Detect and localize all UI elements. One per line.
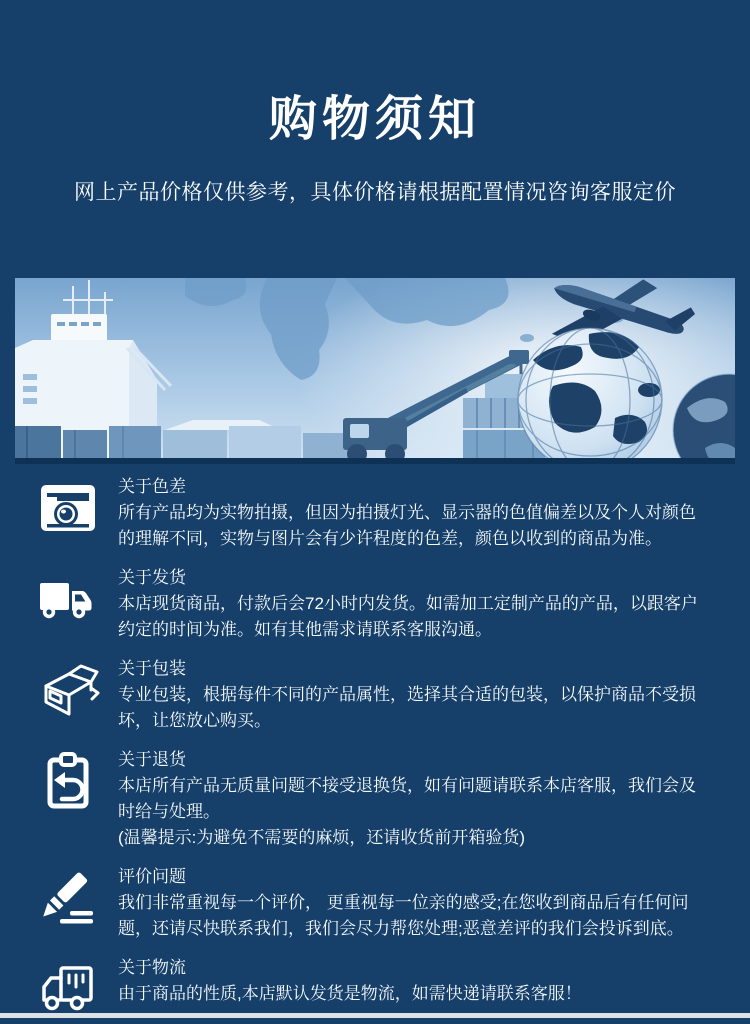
hero-image — [15, 278, 735, 464]
section-packaging — [36, 656, 712, 734]
section-shipping — [36, 565, 712, 643]
package-box-icon — [36, 659, 102, 725]
section-body: 由于商品的性质,本店默认发货是物流，如需快递请联系客服！ — [118, 984, 582, 1003]
section-body: 本店现货商品，付款后会72小时内发货。如需加工定制产品的产品，以跟客户约定的时间为准。如有其他需求请联系客服沟通。 — [118, 594, 698, 639]
section-note: (温馨提示:为避免不需要的麻烦，还请收货前开箱验货) — [118, 828, 526, 847]
section-reviews — [36, 864, 712, 942]
section-body: 所有产品均为实物拍摄，但因为拍摄灯光、显示器的色值偏差以及个人对颜色的理解不同，实物与图片会有少许程度的色差，颜色以收到的商品为准。 — [118, 503, 696, 548]
delivery-truck-icon — [36, 568, 102, 634]
section-color-difference — [36, 474, 712, 552]
section-title: 关于退货 — [118, 750, 186, 769]
page-subtitle: 网上产品价格仅供参考，具体价格请根据配置情况咨询客服定价 — [74, 181, 676, 204]
logistics-illustration — [15, 278, 735, 458]
section-returns — [36, 747, 712, 851]
page-title: 购物须知 — [268, 93, 481, 146]
section-body: 我们非常重视每一个评价， 更重视每一位亲的感受;在您收到商品后有任何问题，还请尽快联系我们，我们会尽力帮您处理;恶意差评的我们会投诉到底。 — [118, 893, 689, 938]
section-body: 专业包装，根据每件不同的产品属性，选择其合适的包装，以保护商品不受损坏，让您放心购买。 — [118, 685, 696, 730]
section-title: 关于发货 — [118, 568, 186, 587]
camera-icon — [36, 477, 102, 543]
section-title: 评价问题 — [118, 867, 186, 886]
section-title: 关于包装 — [118, 659, 186, 678]
clipboard-return-icon — [36, 750, 102, 816]
section-body: 本店所有产品无质量问题不接受退换货，如有问题请联系本店客服，我们会及时给与处理。 — [118, 776, 696, 821]
bottom-strip — [0, 1013, 750, 1018]
pencil-icon — [36, 867, 102, 933]
section-title: 关于物流 — [118, 958, 186, 977]
section-title: 关于色差 — [118, 477, 186, 496]
notice-sections — [0, 464, 750, 1024]
